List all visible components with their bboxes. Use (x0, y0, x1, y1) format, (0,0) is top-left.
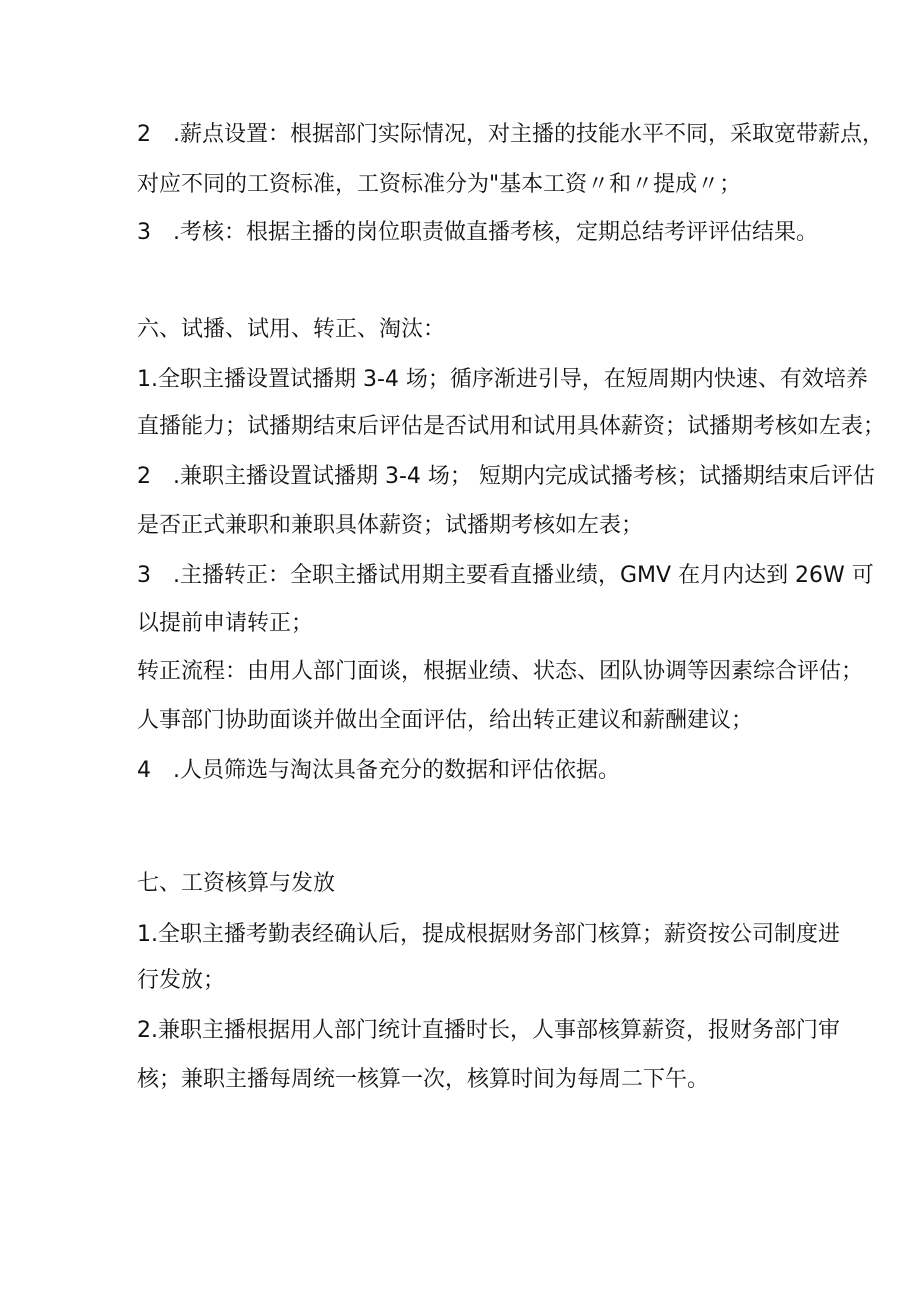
text-line: 1.全职主播考勤表经确认后，提成根据财务部门核算；薪资按公司制度进 (137, 922, 840, 947)
text-line: 转正流程：由用人部门面谈，根据业绩、状态、团队协调等因素综合评估； (137, 659, 864, 684)
text-line: 2 .薪点设置：根据部门实际情况，对主播的技能水平不同，采取宽带薪点， (137, 122, 884, 147)
text-line: 直播能力；试播期结束后评估是否试用和试用具体薪资；试播期考核如左表； (137, 414, 886, 439)
text-line: 1.全职主播设置试播期 3-4 场；循序渐进引导，在短周期内快速、有效培养 (137, 367, 868, 392)
text-line: 是否正式兼职和兼职具体薪资；试播期考核如左表； (137, 513, 644, 538)
text-line: 2 .兼职主播设置试播期 3-4 场； 短期内完成试播考核；试播期结束后评估 (137, 464, 875, 489)
text-line: 4 .人员筛选与淘汰具备充分的数据和评估依据。 (137, 758, 620, 783)
text-line: 2.兼职主播根据用人部门统计直播时长，人事部核算薪资，报财务部门审 (137, 1018, 840, 1043)
text-line: 以提前申请转正； (137, 611, 314, 636)
text-line: 对应不同的工资标准，工资标准分为"基本工资〃和〃提成〃； (137, 172, 742, 197)
text-line: 3 .主播转正：全职主播试用期主要看直播业绩，GMV 在月内达到 26W 可 (137, 563, 874, 588)
section-heading: 六、试播、试用、转正、淘汰： (137, 317, 446, 342)
text-line: 人事部门协助面谈并做出全面评估，给出转正建议和薪酬建议； (137, 708, 754, 733)
text-line: 3 .考核：根据主播的岗位职责做直播考核，定期总结考评评估结果。 (137, 220, 818, 245)
section-heading: 七、工资核算与发放 (137, 871, 336, 896)
text-line: 行发放； (137, 968, 226, 993)
text-line: 核；兼职主播每周统一核算一次，核算时间为每周二下午。 (137, 1067, 710, 1092)
